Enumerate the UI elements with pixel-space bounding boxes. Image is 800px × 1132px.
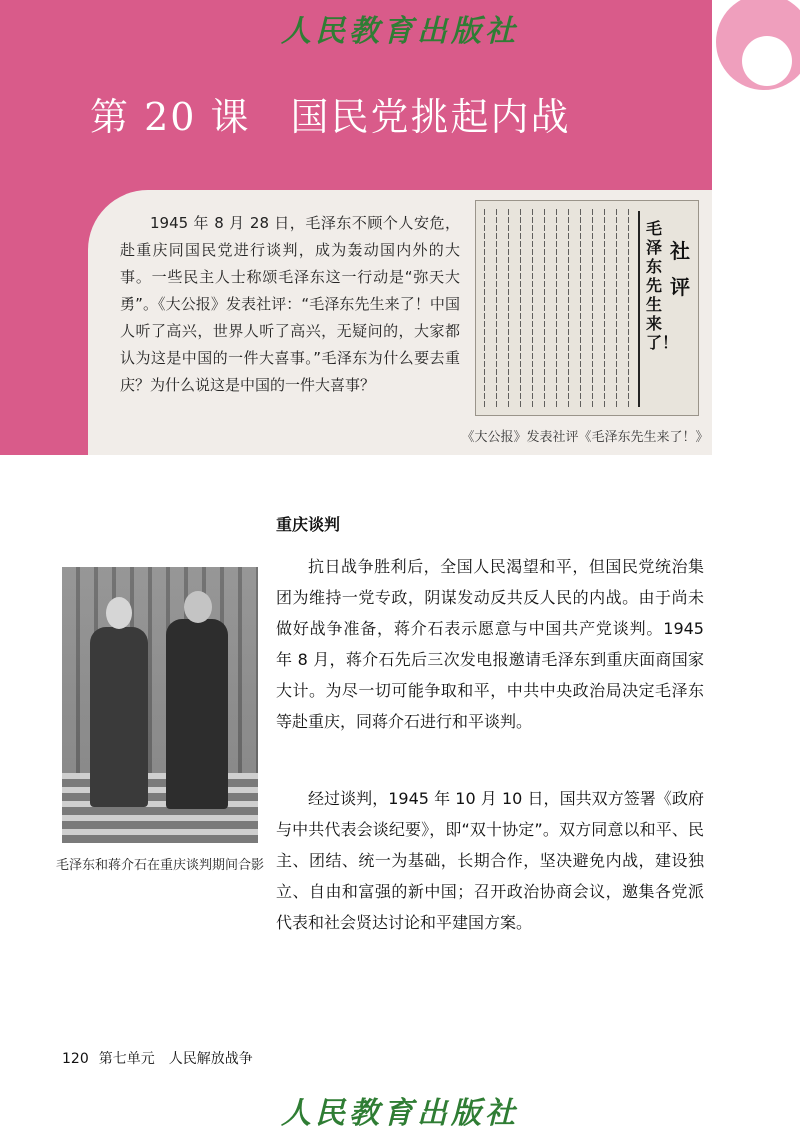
intro-text: 1945 年 8 月 28 日，毛泽东不顾个人安危，赴重庆同国民党进行谈判，成为轰动国内外的大事。一些民主人士称颂毛泽东这一行动是“弥天大勇”。《大公报》发表社评：“毛泽东先生来了！中国人听了高兴，世界人听了高兴，无疑问的，大家都认为这是中国的一件大喜事。”毛泽东为什么要去重庆？为什么说这是中国的一件大喜事？	[120, 214, 460, 394]
photo-head-right	[184, 591, 212, 623]
publisher-logo-bottom: 人民教育出版社	[281, 1096, 519, 1131]
lesson-title	[90, 86, 571, 141]
unit-title: 第七单元 人民解放战争	[98, 1051, 253, 1067]
photo-person-left	[90, 627, 148, 807]
body-paragraph-2: 经过谈判，1945 年 10 月 10 日，国共双方签署《政府与中共代表会谈纪要》，即“双十协定”。双方同意以和平、民主、团结、统一为基础，长期合作，坚决避免内战，建设独立、自由和富强的新中国；召开政治协商会议，邀集各党派代表和社会贤达讨论和平建国方案。	[276, 789, 704, 932]
page-footer	[62, 1048, 253, 1068]
lesson-title-text: 国民党挑起内战	[290, 95, 571, 139]
body-paragraph-1: 抗日战争胜利后，全国人民渴望和平，但国民党统治集团为维持一党专政，阴谋发动反共反人民的内战。由于尚未做好战争准备，蒋介石表示愿意与中国共产党谈判。1945 年 8 月，蒋介石先后三次发电报邀请毛泽东到重庆面商国家大计。为尽一切可能争取和平，中共中央政治局决定毛泽东等赴重庆，同蒋介石进行和平谈判。	[276, 557, 704, 731]
section-heading: 重庆谈判	[276, 515, 341, 534]
newspaper-headline-area	[638, 211, 692, 407]
page-number: 120	[62, 1051, 89, 1067]
newspaper-headline: 毛泽东先生来了！	[646, 219, 679, 352]
photo-head-left	[106, 597, 132, 629]
photo-person-right	[166, 619, 228, 809]
photo-caption: 毛泽东和蒋介石在重庆谈判期间合影	[56, 858, 265, 873]
newspaper-image	[475, 200, 699, 416]
newspaper-text-rows	[484, 209, 634, 407]
newspaper-caption: 《大公报》发表社评《毛泽东先生来了！》	[461, 430, 709, 445]
newspaper-section-label: 社评	[670, 239, 690, 299]
historical-photo	[62, 567, 258, 843]
publisher-logo-top: 人民教育出版社	[281, 14, 519, 49]
lesson-number: 第 20 课	[90, 95, 251, 139]
